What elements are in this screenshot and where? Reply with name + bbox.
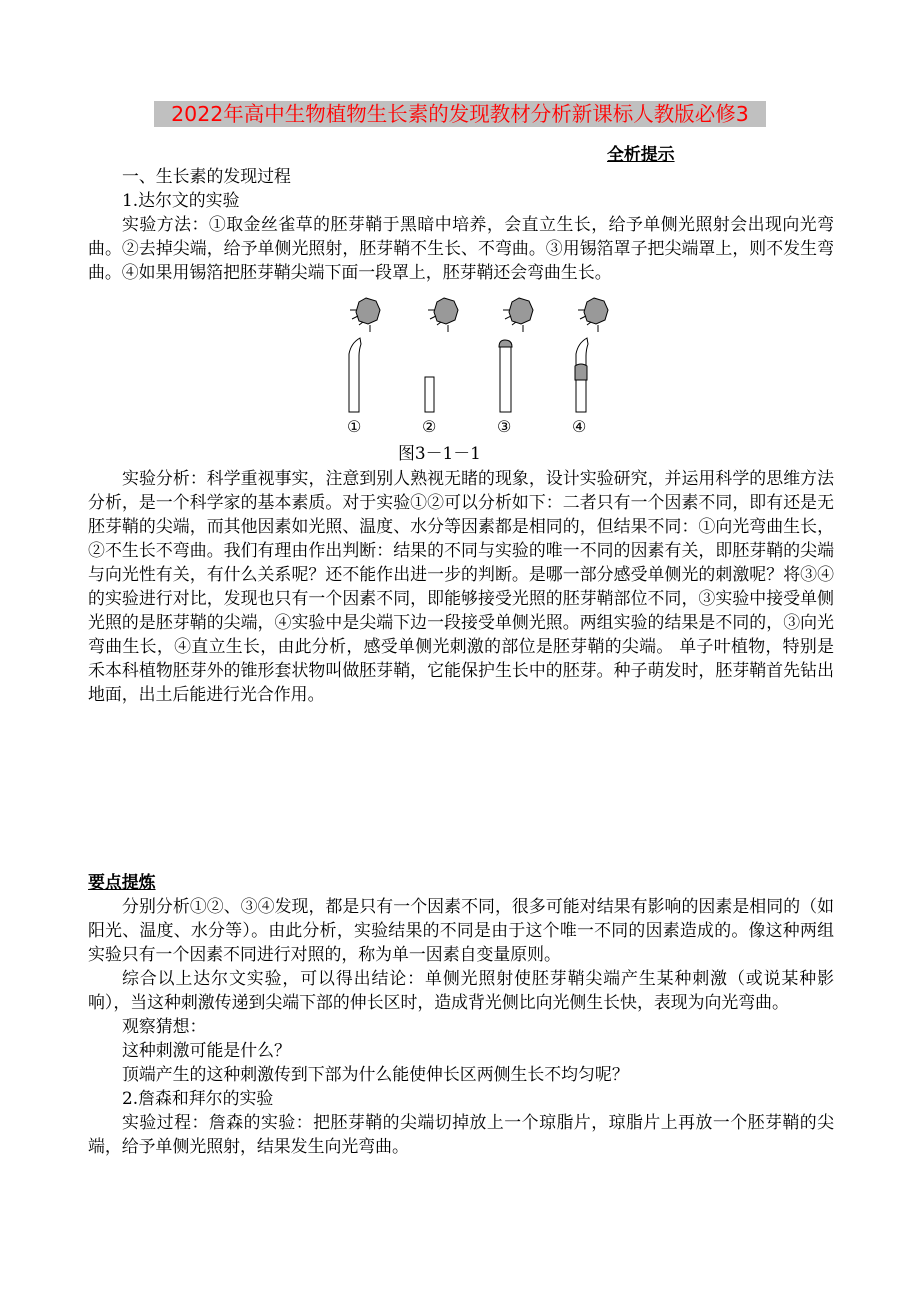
figure-label: ① [347,417,362,436]
sun-icon [350,298,380,332]
paragraph: 实验过程：詹森的实验：把胚芽鞘的尖端切掉放上一个琼脂片，琼脂片上再放一个胚芽鞘的尖端，给予单侧光照射，结果发生向光弯曲。 [88,1112,834,1156]
section-heading: 一、生长素的发现过程 [122,166,291,186]
paragraph: 顶端产生的这种刺激传到下部为什么能使伸长区两侧生长不均匀呢？ [122,1064,629,1084]
coleoptile-2-cut [425,377,434,412]
key-points-heading: 要点提炼 [88,872,156,892]
sun-icon [428,298,458,332]
foil-band [575,364,587,380]
paragraph: 2.詹森和拜尔的实验 [122,1088,274,1108]
coleoptile-1 [349,338,361,412]
paragraph: 综合以上达尔文实验，可以得出结论：单侧光照射使胚芽鞘尖端产生某种刺激（或说某种影响），当这种刺激传递到尖端下部的伸长区时，造成背光侧比向光侧生长快，表现为向光弯曲。 [88,968,834,1012]
figure-label: ② [422,417,437,436]
figure-label: ④ [572,417,587,436]
subtitle: 全析提示 [607,144,675,164]
section-discovery [88,164,834,284]
figure-label: ③ [497,417,512,436]
figure-caption: 图3－1－1 [398,443,481,463]
section-key-points [88,870,834,1158]
document-title: 2022年高中生物植物生长素的发现教材分析新课标人教版必修3 [154,101,766,127]
foil-cap [499,340,512,347]
sun-icon [578,298,608,332]
coleoptile-3 [500,346,511,412]
method-paragraph: 实验方法：①取金丝雀草的胚芽鞘于黑暗中培养，会直立生长，给予单侧光照射会出现向光弯曲。②去掉尖端，给予单侧光照射，胚芽鞘不生长、不弯曲。③用锡箔罩子把尖端罩上，则不发生弯曲。④如果用锡箔把胚芽鞘尖端下面一段罩上，胚芽鞘还会弯曲生长。 [88,214,834,282]
subsection-heading: 1.达尔文的实验 [122,190,240,210]
analysis-paragraph: 实验分析：科学重视事实，注意到别人熟视无睹的现象，设计实验研究，并运用科学的思维方法分析，是一个科学家的基本素质。对于实验①②可以分析如下：二者只有一个因素不同，即有还是无胚芽鞘的尖端，而其他因素如光照、温度、水分等因素都是相同的，但结果不同：①向光弯曲生长，②不生长不弯曲。我们有理由作出判断：结果的不同与实验的唯一不同的因素有关，即胚芽鞘的尖端与向光性有关，有什么关系呢？还不能作出进一步的判断。是哪一部分感受单侧光的刺激呢？将③④的实验进行对比，发现也只有一个因素不同，即能够接受光照的胚芽鞘部位不同，③实验中接受单侧光照的是胚芽鞘的尖端，④实验中是尖端下边一段接受单侧光照。两组实验的结果是不同的，③向光弯曲生长，④直立生长，由此分析，感受单侧光刺激的部位是胚芽鞘的尖端。 单子叶植物，特别是禾本科植物胚芽外的锥形套状物叫做胚芽鞘，它能保护生长中的胚芽。种子萌发时，胚芽鞘首先钻出地面，出土后能进行光合作用。 [88,468,834,704]
paragraph: 观察猜想： [122,1016,207,1036]
sun-icon [503,298,533,332]
experiment-figure [330,288,630,438]
paragraph: 这种刺激可能是什么？ [122,1040,291,1060]
analysis-block [88,466,834,706]
paragraph: 分别分析①②、③④发现，都是只有一个因素不同，很多可能对结果有影响的因素是相同的（如阳光、温度、水分等）。由此分析，实验结果的不同是由于这个唯一不同的因素造成的。像这种两组实验只有一个因素不同进行对照的，称为单一因素自变量原则。 [88,896,834,964]
